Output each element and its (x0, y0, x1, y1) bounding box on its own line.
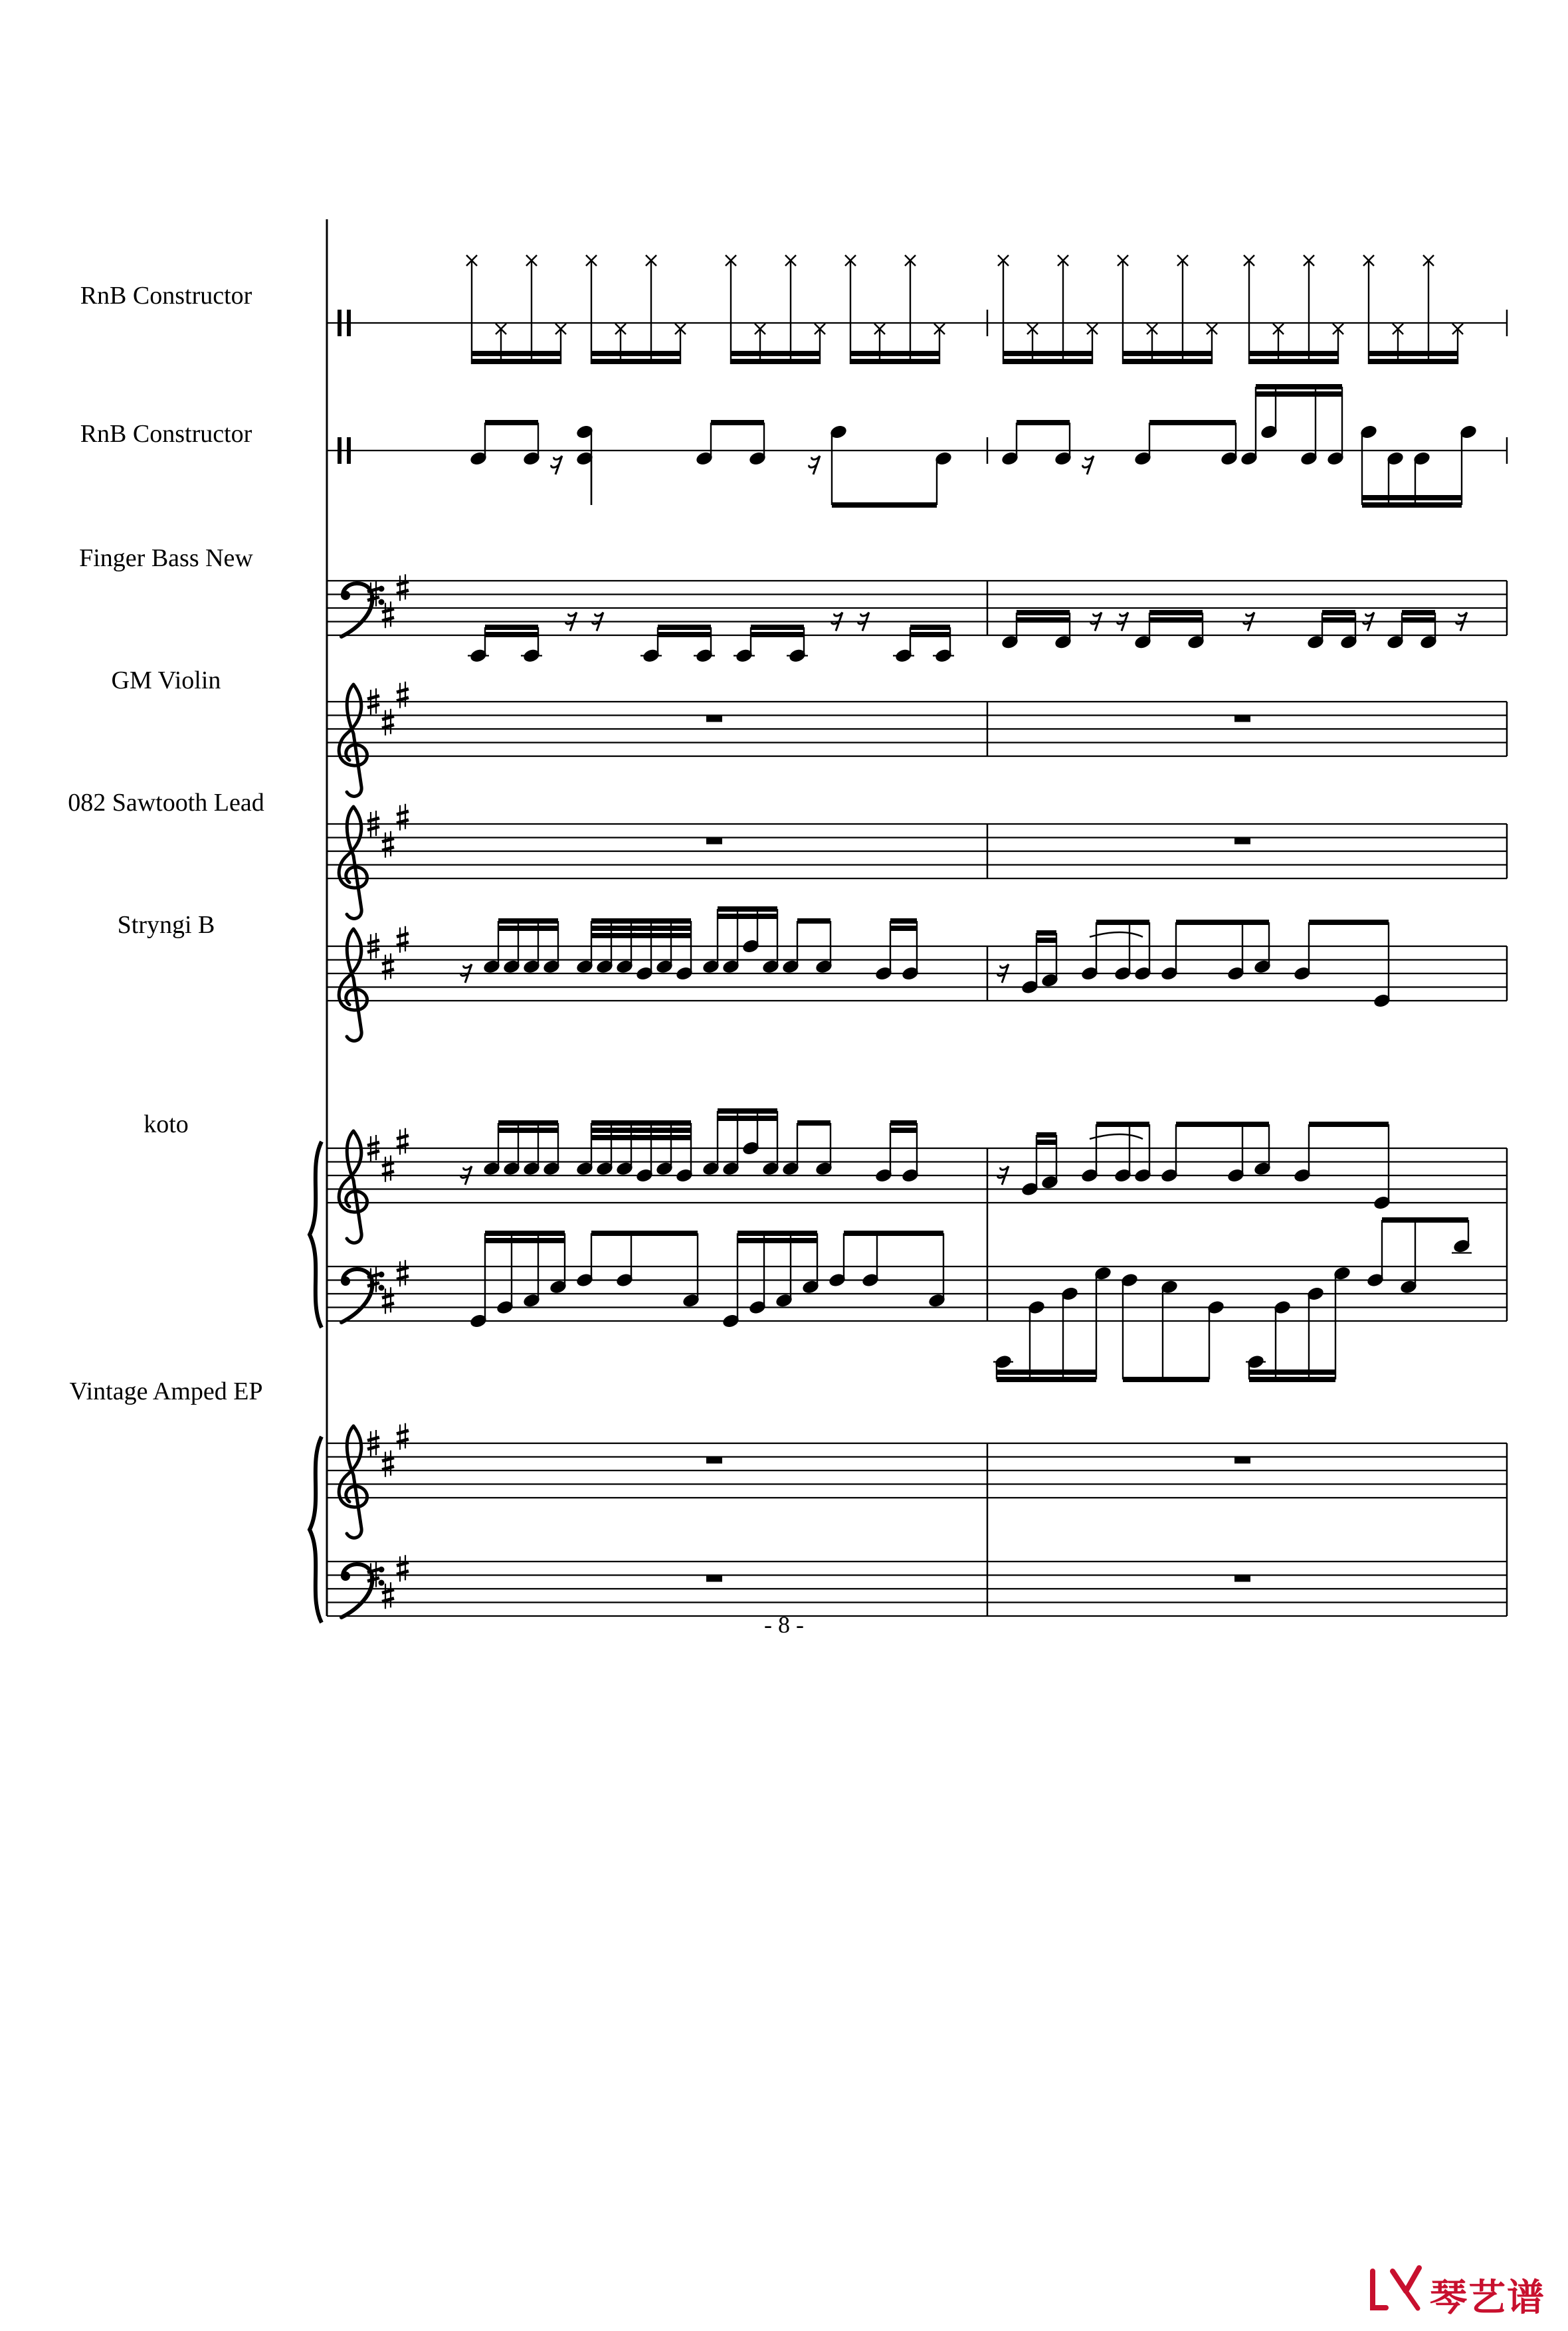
sharp-stroke (382, 1303, 394, 1306)
watermark-logo (1366, 2258, 1552, 2318)
sharp-icon (397, 682, 409, 708)
note-beam (498, 926, 558, 931)
sharp-stroke (397, 1267, 409, 1270)
sharp-stroke (382, 847, 394, 851)
note-beam (658, 625, 711, 630)
sharp-icon (382, 709, 394, 736)
bass-clef-dot (379, 599, 385, 605)
sharp-icon (397, 1260, 409, 1286)
sharp-icon (397, 1128, 409, 1155)
note-beam (485, 1238, 565, 1243)
instrument-label-rnb-2: RnB Constructor (80, 420, 252, 448)
note-beam (711, 420, 764, 425)
sharp-stroke (382, 1294, 394, 1298)
whole-rest (1234, 838, 1250, 845)
note-beam (1249, 1377, 1335, 1382)
brace-vintage-amped-ep (310, 1437, 322, 1623)
notes-rnb-constructor-1 (466, 255, 1463, 364)
sharp-icon (382, 1156, 394, 1182)
staff-ep-treble (327, 1423, 1507, 1538)
sharp-stroke (367, 1437, 379, 1441)
note-beam (718, 906, 777, 912)
sharp-stroke (367, 940, 379, 944)
note-beam (472, 359, 561, 364)
note-beam (591, 1231, 698, 1236)
note-beam (737, 1231, 817, 1236)
bass-clef-dot (341, 1571, 350, 1581)
sharp-stroke (367, 1578, 379, 1581)
note-beam (718, 1108, 777, 1114)
whole-rest (1234, 716, 1250, 722)
sharp-stroke (397, 942, 409, 946)
percussion-clef-bar (347, 310, 351, 336)
note-beam (1402, 610, 1435, 615)
whole-rest (1234, 1457, 1250, 1464)
note-beam (997, 1369, 1096, 1375)
note-beam (1249, 359, 1338, 364)
sharp-stroke (382, 617, 394, 621)
sharp-icon (397, 1423, 409, 1450)
note-beam (850, 351, 939, 356)
instrument-label-koto: koto (144, 1110, 189, 1138)
sharp-stroke (397, 811, 409, 815)
instrument-label-sawtooth-lead: 082 Sawtooth Lead (68, 789, 264, 817)
note-beam (1017, 420, 1070, 425)
sharp-stroke (367, 827, 379, 830)
sharp-stroke (382, 1598, 394, 1601)
sharp-icon (397, 1555, 409, 1581)
note-beam (1309, 1122, 1389, 1127)
note-beam (718, 914, 777, 919)
sharp-stroke (382, 839, 394, 842)
sharp-icon (382, 601, 394, 628)
sharp-stroke (397, 820, 409, 823)
staff-gm-violin (327, 682, 1507, 797)
watermark-text: 琴艺谱 (1430, 2277, 1545, 2320)
note-beam (485, 1231, 565, 1236)
sharp-stroke (397, 1431, 409, 1434)
staff-ep-bass (327, 1555, 1507, 1617)
note-beam (1123, 1377, 1209, 1382)
note-beam (832, 502, 937, 508)
sharp-stroke (367, 818, 379, 821)
note-beam (1322, 617, 1355, 623)
sharp-stroke (382, 716, 394, 720)
note-beam (751, 625, 804, 630)
qin-zhi-pu-logo-icon (1366, 2258, 1426, 2318)
note-beam (1036, 930, 1056, 936)
whole-rest (706, 838, 722, 845)
instrument-label-stryngi-b: Stryngi B (117, 911, 215, 939)
note-beam (1256, 391, 1342, 397)
note-beam (910, 632, 950, 637)
sharp-stroke (382, 961, 394, 964)
sharp-icon (382, 954, 394, 980)
note-beam (1369, 351, 1458, 356)
bass-clef-dot (379, 1580, 385, 1586)
sharp-icon (397, 804, 409, 831)
note-beam (1149, 617, 1203, 623)
note-beam (1096, 1122, 1149, 1127)
note-beam (498, 1120, 558, 1126)
bass-clef-dot (341, 591, 350, 600)
sharp-stroke (382, 725, 394, 728)
note-beam (1123, 359, 1212, 364)
whole-rest (706, 1575, 722, 1582)
sharp-stroke (397, 1136, 409, 1139)
sharp-stroke (397, 1276, 409, 1279)
instrument-label-rnb-1: RnB Constructor (80, 282, 252, 310)
sharp-stroke (382, 1589, 394, 1593)
notes-rnb-constructor-2 (469, 384, 1478, 508)
percussion-clef-bar (347, 437, 351, 464)
note-beam (658, 632, 711, 637)
note-beam (1003, 359, 1092, 364)
note-beam (591, 351, 680, 356)
instrument-label-gm-violin: GM Violin (111, 666, 221, 694)
staff-sawtooth-lead (327, 804, 1507, 919)
bass-clef-dot (341, 1276, 350, 1286)
whole-rest (706, 716, 722, 722)
note-beam (591, 926, 691, 931)
note-beam (1003, 351, 1092, 356)
barlines (327, 219, 1507, 1616)
note-beam (591, 918, 691, 924)
sharp-stroke (397, 590, 409, 593)
sharp-stroke (367, 1151, 379, 1154)
note-beam (591, 1128, 691, 1133)
note-beam (472, 351, 561, 356)
sharp-icon (382, 1582, 394, 1609)
sharp-stroke (397, 689, 409, 692)
notes-finger-bass (468, 610, 1467, 664)
note-beam (1176, 1122, 1269, 1127)
sharp-stroke (367, 597, 379, 601)
note-beam (1017, 617, 1070, 623)
sixteenth-rest (809, 456, 820, 474)
note-beam (997, 1377, 1096, 1382)
note-beam (1362, 502, 1462, 508)
note-beam (1176, 920, 1269, 925)
note-beam (890, 926, 917, 931)
note-beam (1309, 920, 1389, 925)
sharp-stroke (397, 1562, 409, 1566)
note-beam (591, 1120, 691, 1126)
note-beam (591, 359, 680, 364)
notes-koto-treble (461, 1108, 1391, 1211)
note-beam (797, 918, 831, 924)
percussion-clef-bar (338, 310, 342, 336)
note-beam (485, 632, 538, 637)
sharp-stroke (382, 1163, 394, 1166)
note-beam (1036, 1132, 1056, 1138)
sharp-stroke (367, 1283, 379, 1286)
sixteenth-rest (551, 456, 562, 474)
note-beam (1123, 351, 1212, 356)
sharp-stroke (382, 1458, 394, 1461)
sharp-icon (397, 574, 409, 601)
note-beam (844, 1231, 943, 1236)
note-beam (1036, 1140, 1056, 1145)
brace-koto (310, 1142, 322, 1328)
note-beam (1322, 610, 1355, 615)
note-beam (890, 1120, 917, 1126)
note-beam (797, 1120, 831, 1126)
sharp-stroke (367, 1446, 379, 1449)
note-beam (1036, 938, 1056, 943)
tie (1090, 1134, 1143, 1139)
note-beam (1017, 610, 1070, 615)
percussion-clef-bar (338, 437, 342, 464)
note-beam (1249, 1369, 1335, 1375)
sharp-stroke (382, 969, 394, 973)
sharp-icon (382, 831, 394, 858)
note-beam (1096, 920, 1149, 925)
sharp-stroke (397, 1571, 409, 1574)
sharp-stroke (397, 934, 409, 937)
bass-clef-dot (379, 1285, 385, 1291)
sharp-stroke (367, 949, 379, 952)
tie (1090, 932, 1143, 937)
note-beam (1249, 351, 1338, 356)
sharp-icon (382, 1287, 394, 1314)
sharp-stroke (367, 704, 379, 708)
sharp-stroke (397, 1144, 409, 1148)
note-beam (890, 1128, 917, 1133)
note-beam (498, 1128, 558, 1133)
page-number: - 8 - (764, 1611, 804, 1638)
notes-stryngi-b (461, 906, 1391, 1009)
note-beam (1149, 610, 1203, 615)
bass-clef-icon (341, 1269, 385, 1322)
note-beam (850, 359, 939, 364)
sharp-stroke (397, 1439, 409, 1443)
instrument-label-finger-bass: Finger Bass New (79, 544, 253, 572)
sharp-icon (397, 926, 409, 953)
note-beam (910, 625, 950, 630)
sixteenth-rest (1083, 456, 1094, 474)
note-beam (1382, 1217, 1468, 1223)
bass-clef-icon (341, 583, 385, 637)
notes-koto-bass (469, 1217, 1472, 1382)
sharp-stroke (382, 1467, 394, 1470)
sharp-icon (382, 1451, 394, 1477)
note-beam (485, 420, 538, 425)
note-beam (731, 351, 820, 356)
sharp-stroke (382, 609, 394, 612)
sharp-stroke (367, 696, 379, 699)
note-beam (485, 625, 538, 630)
note-beam (1149, 420, 1236, 425)
note-beam (1362, 495, 1462, 500)
sharp-stroke (397, 581, 409, 585)
note-beam (751, 632, 804, 637)
note-beam (737, 1238, 817, 1243)
note-beam (1369, 359, 1458, 364)
whole-rest (706, 1457, 722, 1464)
sharp-stroke (367, 1142, 379, 1146)
sharp-stroke (397, 698, 409, 701)
bass-clef-icon (341, 1564, 385, 1617)
note-beam (1256, 384, 1342, 389)
note-beam (498, 918, 558, 924)
note-beam (731, 359, 820, 364)
instrument-label-vintage-amped-ep: Vintage Amped EP (69, 1377, 263, 1405)
note-beam (1402, 617, 1435, 623)
sharp-stroke (382, 1171, 394, 1175)
note-beam (718, 1116, 777, 1121)
whole-rest (1234, 1575, 1250, 1582)
note-beam (890, 918, 917, 924)
